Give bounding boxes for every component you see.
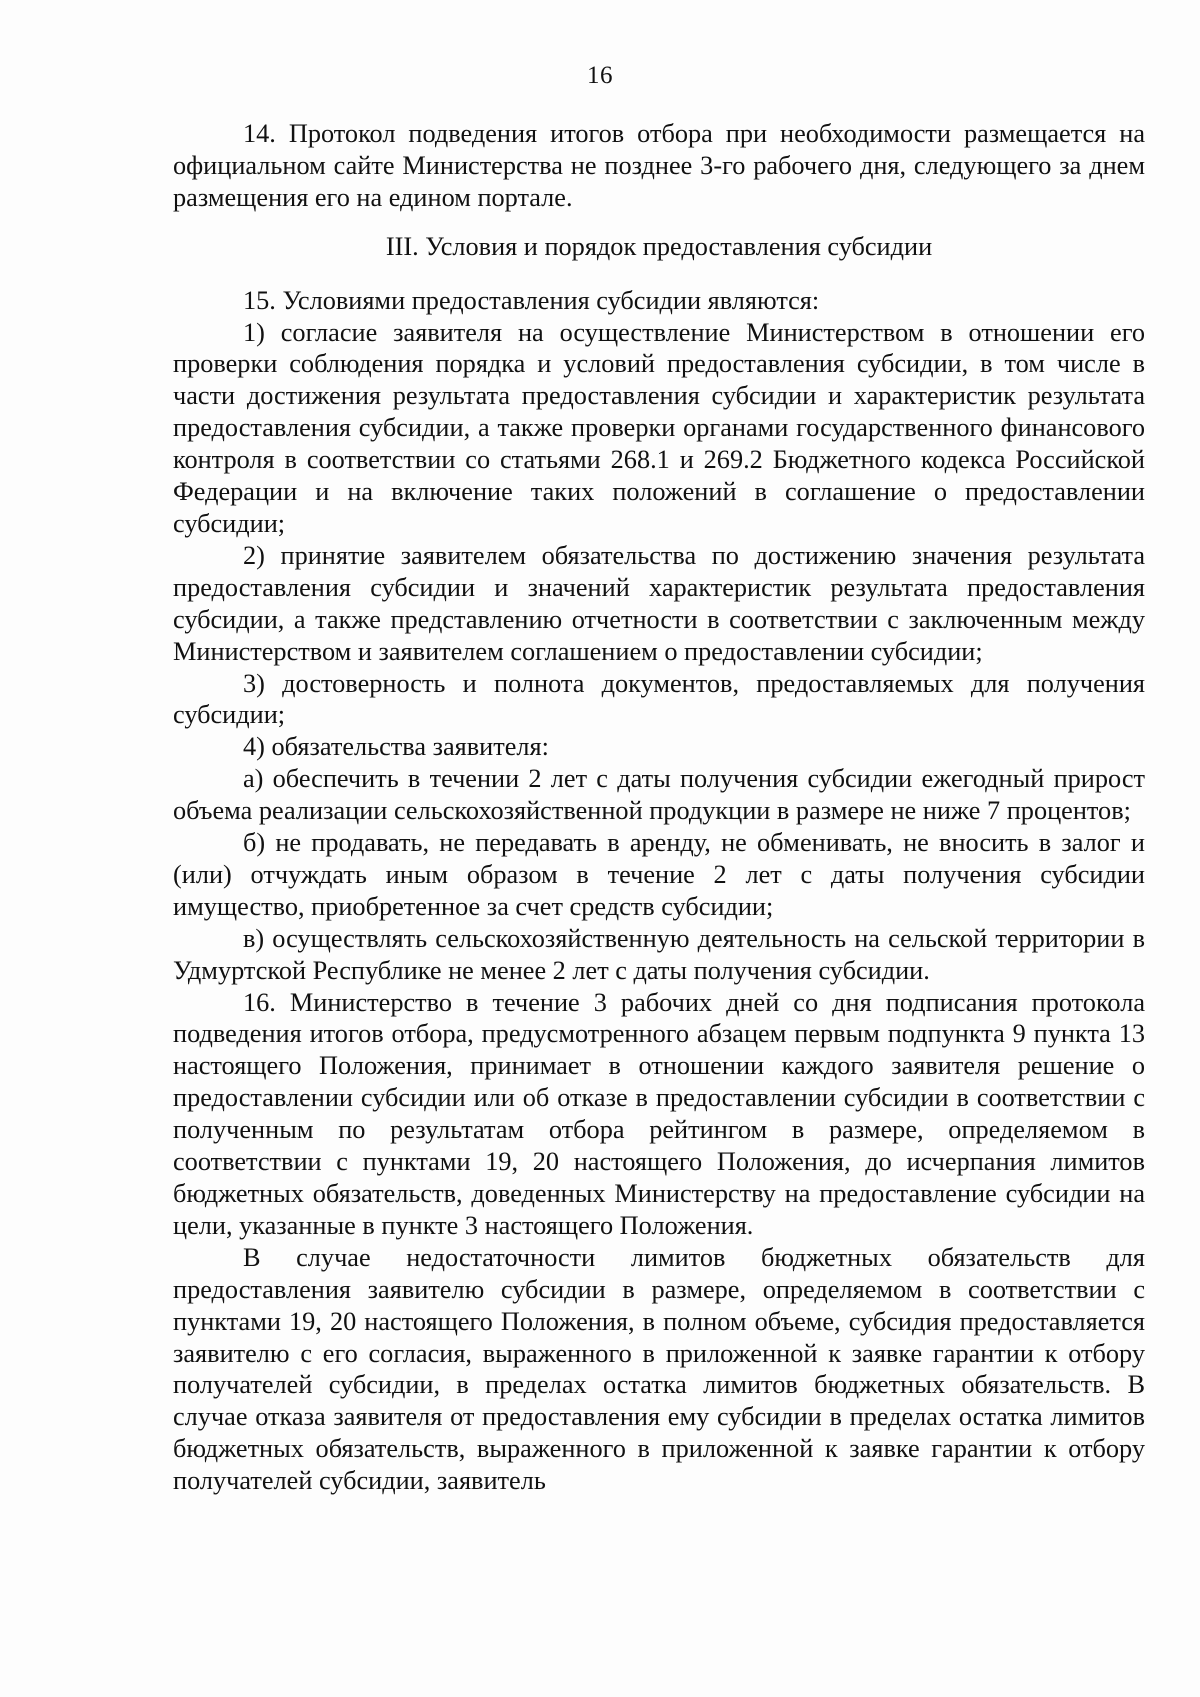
paragraph-15-item-3: 3) достоверность и полнота документов, предоставляемых для получения субсидии; xyxy=(173,668,1145,730)
page-number: 16 xyxy=(587,62,613,89)
paragraph-16-continued: В случае недостаточности лимитов бюджетных обязательств для предоставления заявителю субсидии в размере, определяемом в соответствии с пунктами 19, 20 настоящего Положения, в полном объеме, субсидия предоставляется заявителю с его согласия, выраженного в приложенной к заявке гарантии к отбору получателей субсидии, в пределах остатка лимитов бюджетных обязательств. В случае отказа заявителя от предоставления ему субсидии в пределах остатка лимитов бюджетных обязательств, выраженного в приложенной к заявке гарантии к отбору получателей субсидии, заявитель xyxy=(173,1242,1145,1496)
section-heading: III. Условия и порядок предоставления субсидии xyxy=(385,231,933,261)
document-body xyxy=(173,118,1145,1497)
paragraph-16: 16. Министерство в течение 3 рабочих дней со дня подписания протокола подведения итогов отбора, предусмотренного абзацем первым подпункта 9 пункта 13 настоящего Положения, принимает в отношении каждого заявителя решение о предоставлении субсидии или об отказе в предоставлении субсидии в соответствии с полученным по результатам отбора рейтингом в размере, определяемом в соответствии с пунктами 19, 20 настоящего Положения, до исчерпания лимитов бюджетных обязательств, доведенных Министерству на предоставление субсидии на цели, указанные в пункте 3 настоящего Положения. xyxy=(173,987,1145,1240)
paragraph-15-item-4: 4) обязательства заявителя: xyxy=(243,732,549,762)
paragraph-15-item-2: 2) принятие заявителем обязательства по достижению значения результата предоставления субсидии и значений характеристик результата предоставления субсидии, а также представлению отчетности в соответствии с заключенным между Министерством и заявителем соглашением о предоставлении субсидии; xyxy=(173,540,1145,666)
paragraph-15-item-4c: в) осуществлять сельскохозяйственную деятельность на сельской территории в Удмуртской Республике не менее 2 лет с даты получения субсидии. xyxy=(173,923,1145,985)
paragraph-15: 15. Условиями предоставления субсидии являются: xyxy=(243,285,820,315)
paragraph-15-item-4b: б) не продавать, не передавать в аренду, не обменивать, не вносить в залог и (или) отчуждать иным образом в течение 2 лет с даты получения субсидии имущество, приобретенное за счет средств субсидии; xyxy=(173,828,1145,921)
paragraph-15-item-1: 1) согласие заявителя на осуществление Министерством в отношении его проверки соблюдения порядка и условий предоставления субсидии, в том числе в части достижения результата предоставления субсидии и характеристик результата предоставления субсидии, а также проверки органами государственного финансового контроля в соответствии со статьями 268.1 и 269.2 Бюджетного кодекса Российской Федерации и на включение таких положений в соглашение о предоставлении субсидии; xyxy=(173,317,1145,538)
paragraph-14: 14. Протокол подведения итогов отбора при необходимости размещается на официальном сайте Министерства не позднее 3-го рабочего дня, следующего за днем размещения его на едином портале. xyxy=(173,119,1145,212)
paragraph-15-item-4a: а) обеспечить в течении 2 лет с даты получения субсидии ежегодный прирост объема реализации сельскохозяйственной продукции в размере не ниже 7 процентов; xyxy=(173,764,1145,826)
